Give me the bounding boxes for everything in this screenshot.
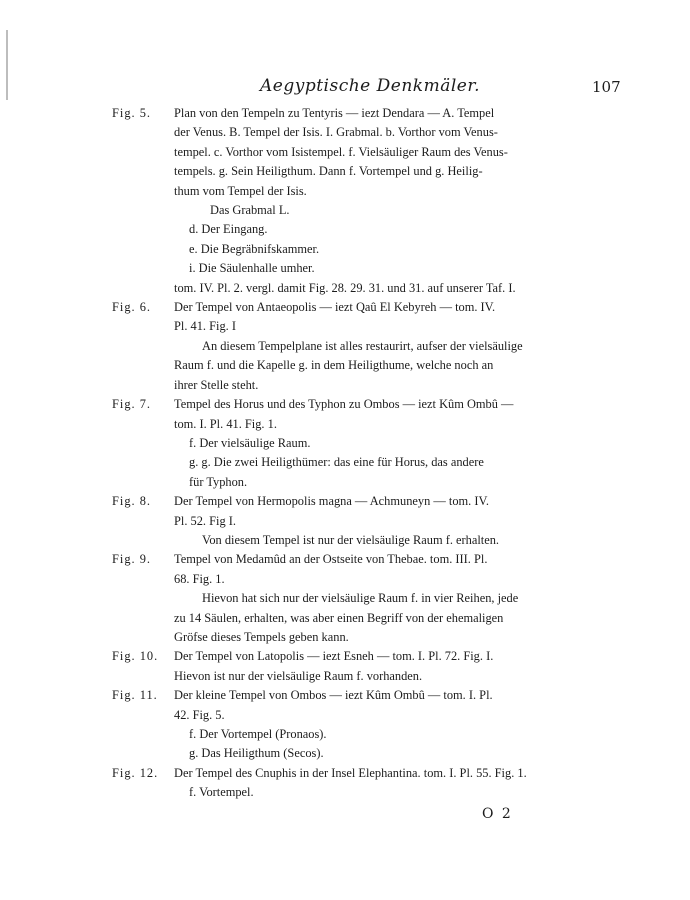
entry-subitem: g. Das Heiligthum (Secos). (189, 746, 324, 761)
entry-line: Tempel von Medamûd an der Ostseite von Thebae. tom. III. Pl. (174, 552, 488, 567)
figure-entry-6 (112, 298, 632, 395)
entry-subitem: d. Der Eingang. (189, 222, 268, 237)
entry-line: 42. Fig. 5. (174, 707, 225, 722)
entry-line: Der Tempel des Cnuphis in der Insel Elephantina. tom. I. Pl. 55. Fig. 1. (174, 765, 527, 780)
figure-entry-7 (112, 395, 632, 492)
entry-note: An diesem Tempelplane ist alles restaurirt, aufser der vielsäulige (202, 338, 523, 353)
entry-line: Pl. 52. Fig I. (174, 513, 236, 528)
figure-entry-5 (112, 104, 632, 298)
entry-line: Pl. 41. Fig. I (174, 319, 236, 334)
entry-subitem: g. g. Die zwei Heiligthümer: das eine für Horus, das andere (189, 455, 484, 470)
entry-note: Hievon hat sich nur der vielsäulige Raum f. in vier Reihen, jede (202, 591, 519, 606)
entry-line: Der Tempel von Latopolis — iezt Esneh — tom. I. Pl. 72. Fig. I. (174, 649, 494, 664)
entry-line: Der Tempel von Hermopolis magna — Achmuneyn — tom. IV. (174, 494, 489, 509)
figure-label: Fig. 6. (112, 300, 152, 315)
figure-entry-10 (112, 647, 632, 686)
entry-line: Plan von den Tempeln zu Tentyris — iezt Dendara — A. Tempel (174, 106, 495, 120)
entry-line: tempel. c. Vorthor vom Isistempel. f. Vielsäuliger Raum des Venus- (174, 144, 508, 159)
entry-line: tom. IV. Pl. 2. vergl. damit Fig. 28. 29. 31. und 31. auf unserer Taf. I. (174, 280, 516, 295)
page-number: 107 (592, 78, 621, 96)
entry-note: zu 14 Säulen, erhalten, was aber einen Begriff von der ehemaligen (174, 610, 504, 625)
figure-label: Fig. 9. (112, 552, 152, 567)
entry-note: ihrer Stelle steht. (174, 377, 259, 392)
figure-label: Fig. 12. (112, 765, 159, 780)
figure-entry-8 (112, 492, 632, 550)
figure-label: Fig. 7. (112, 397, 152, 412)
entry-note: Raum f. und die Kapelle g. in dem Heiligthume, welche noch an (174, 358, 494, 373)
entry-line: tempels. g. Sein Heiligthum. Dann f. Vortempel und g. Heilig- (174, 164, 483, 179)
entry-line: der Venus. B. Tempel der Isis. I. Grabmal. b. Vorthor vom Venus- (174, 125, 498, 140)
figure-entry-9 (112, 550, 632, 647)
entry-line: tom. I. Pl. 41. Fig. 1. (174, 416, 277, 431)
signature-mark: O 2 (482, 806, 513, 822)
entry-subitem: Das Grabmal L. (210, 203, 290, 218)
entry-subitem: i. Die Säulenhalle umher. (189, 261, 315, 276)
entry-line: Tempel des Horus und des Typhon zu Ombos — iezt Kûm Ombû — (174, 397, 514, 412)
page-edge-shadow (6, 30, 8, 100)
entry-line: 68. Fig. 1. (174, 571, 225, 586)
entry-subitem: f. Der Vortempel (Pronaos). (189, 727, 327, 741)
figure-entry-11 (112, 686, 632, 764)
entry-subitem: f. Der vielsäulige Raum. (189, 435, 311, 450)
entry-line: Der kleine Tempel von Ombos — iezt Kûm Ombû — tom. I. Pl. (174, 688, 493, 703)
figure-entry-12 (112, 764, 632, 803)
entry-line: Der Tempel von Antaeopolis — iezt Qaû El Kebyreh — tom. IV. (174, 300, 496, 315)
entry-subitem: f. Vortempel. (189, 785, 254, 800)
figure-list (112, 104, 632, 803)
figure-label: Fig. 10. (112, 649, 159, 664)
figure-label: Fig. 8. (112, 494, 152, 509)
figure-label: Fig. 5. (112, 106, 152, 120)
entry-note: Von diesem Tempel ist nur der vielsäulige Raum f. erhalten. (202, 532, 500, 547)
entry-subitem: für Typhon. (189, 474, 248, 489)
running-header-title: Aegyptische Denkmäler. (260, 76, 480, 96)
entry-line: thum vom Tempel der Isis. (174, 183, 307, 198)
entry-subitem: e. Die Begräbnifskammer. (189, 241, 320, 256)
entry-line: Hievon ist nur der vielsäulige Raum f. vorhanden. (174, 668, 423, 683)
entry-note: Gröfse dieses Tempels geben kann. (174, 629, 349, 644)
figure-label: Fig. 11. (112, 688, 158, 703)
